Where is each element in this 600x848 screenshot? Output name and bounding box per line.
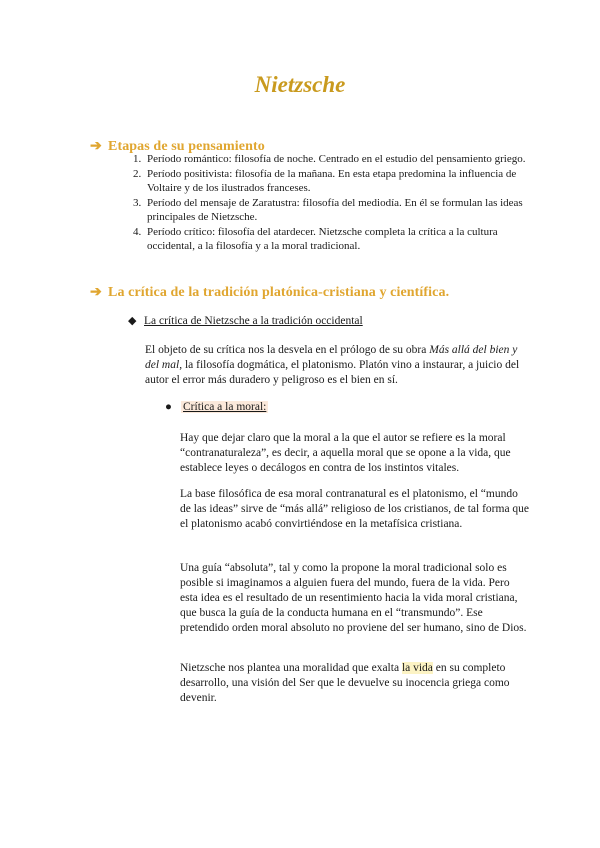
stages-list — [126, 152, 544, 254]
page-title: Nietzsche — [254, 72, 346, 97]
section-heading-critique — [90, 284, 449, 301]
subheading-text: La crítica de Nietzsche a la tradición occidental — [144, 315, 363, 327]
bullet-moral-critique — [165, 401, 268, 413]
intro-paragraph: El objeto de su crítica nos la desvela en el prólogo de su obra Más allá del bien y del mal, la filosofía dogmática, el platonismo. Platón vino a instaurar, a juicio del autor el error más duradero y peligroso es el bien en sí. — [145, 344, 520, 386]
list-item: 3. Período del mensaje de Zaratustra: filosofía del mediodía. En él se formulan las ideas principales de Nietzsche. — [144, 196, 544, 225]
subheading-critique — [128, 314, 363, 327]
diamond-bullet-icon: ◆ — [128, 315, 137, 327]
paragraph-last: Nietzsche nos plantea una moralidad que exalta la vida en su completo desarrollo, una visión del Ser que le devuelve su inocencia griega como devenir. — [180, 662, 510, 704]
list-item: 4. Período crítico: filosofía del atardecer. Nietzsche completa la crítica a la cultura occidental, a la filosofía y a la moral tradicional. — [144, 225, 544, 254]
book-title: Más allá del bien y del mal — [145, 344, 518, 371]
paragraph: Una guía “absoluta”, tal y como la propone la moral tradicional solo es posible si imaginamos a alguien fuera del mundo, fuera de la vida. Pero esta idea es el resultado de un resentimiento hacia la vida moral cristiana, que busca la guía de la conducta humana en el “transmundo”. Ese pretendido orden moral absoluto no proviene del ser humano, sino de Dios. — [180, 562, 527, 634]
section-heading-stages-text: Etapas de su pensamiento — [108, 139, 265, 154]
paragraph: Hay que dejar claro que la moral a la que el autor se refiere es la moral “contranaturaleza”, es decir, a aquella moral que se opone a la vida, que establece leyes o decálogos en contra de los instintos vitales. — [180, 432, 511, 474]
paragraph: La base filosófica de esa moral contranatural es el platonismo, el “mundo de las ideas” sirve de “más allá” religioso de los cristianos, de tal forma que el platonismo acabó convirtiéndose en la metafísica cristiana. — [180, 488, 530, 530]
bullet-label: Crítica a la moral: — [183, 401, 267, 413]
arrow-right-icon: ➔ — [90, 139, 102, 154]
highlight-la-vida: la vida — [401, 662, 433, 674]
section-heading-critique-text: La crítica de la tradición platónica-cristiana y científica. — [108, 285, 450, 300]
arrow-right-icon: ➔ — [90, 285, 102, 300]
list-item: 2. Período positivista: filosofía de la mañana. En esta etapa predomina la influencia de Voltaire y de los ilustrados franceses. — [144, 167, 544, 196]
list-item: 1. Período romántico: filosofía de noche. Centrado en el estudio del pensamiento griego. — [144, 152, 544, 167]
bullet-dot-icon: ● — [165, 401, 172, 413]
